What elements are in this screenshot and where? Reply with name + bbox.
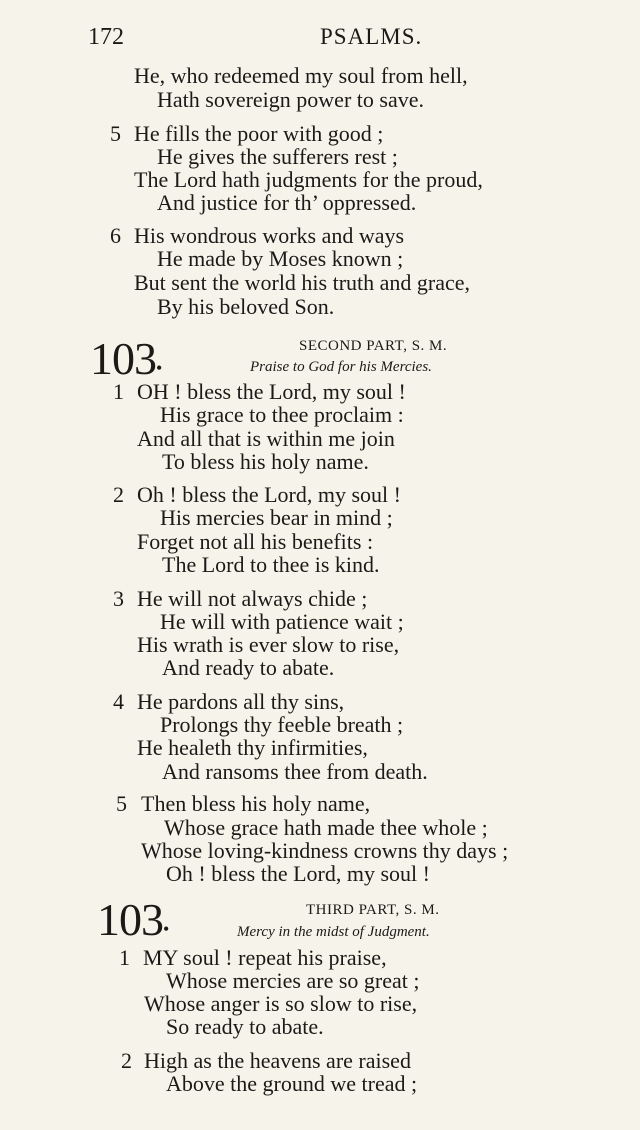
verse-line: Hath sovereign power to save. bbox=[157, 87, 424, 112]
verse-line: He made by Moses known ; bbox=[157, 246, 404, 271]
stanza-number: 1 bbox=[119, 945, 130, 970]
page-number: 172 bbox=[88, 24, 124, 50]
part-title: THIRD PART, S. M. bbox=[306, 902, 440, 918]
verse-line: The Lord to thee is kind. bbox=[162, 552, 380, 577]
verse-line: High as the heavens are raised bbox=[144, 1048, 411, 1073]
verse-line: To bless his holy name. bbox=[162, 449, 369, 474]
part-title: SECOND PART, S. M. bbox=[299, 338, 448, 354]
verse-line: By his beloved Son. bbox=[157, 294, 335, 319]
verse-line: He fills the poor with good ; bbox=[134, 121, 384, 146]
hymn-subtitle: Praise to God for his Mercies. bbox=[250, 359, 432, 375]
verse-line: Forget not all his benefits : bbox=[137, 529, 374, 554]
verse-line: He healeth thy infirmities, bbox=[137, 735, 368, 760]
verse-line: Whose loving-kindness crowns thy days ; bbox=[141, 838, 509, 863]
hymn-number: 103• bbox=[97, 894, 169, 945]
verse-line: Whose anger is so slow to rise, bbox=[144, 991, 418, 1016]
verse-line: He will with patience wait ; bbox=[160, 609, 404, 634]
verse-line: Above the ground we tread ; bbox=[166, 1071, 418, 1096]
verse-line: Then bless his holy name, bbox=[141, 791, 371, 816]
verse-line: But sent the world his truth and grace, bbox=[134, 270, 471, 295]
verse-line: OH ! bless the Lord, my soul ! bbox=[137, 379, 406, 404]
verse-line: He pardons all thy sins, bbox=[137, 689, 345, 714]
verse-line: And ready to abate. bbox=[162, 655, 335, 680]
hymn-subtitle: Mercy in the midst of Judgment. bbox=[237, 924, 430, 940]
stanza-number: 1 bbox=[113, 379, 124, 404]
stanza-number: 5 bbox=[110, 121, 121, 146]
hymn-number: 103• bbox=[90, 333, 162, 384]
running-head: PSALMS. bbox=[320, 24, 423, 49]
stanza-number: 3 bbox=[113, 586, 124, 611]
verse-line: He gives the sufferers rest ; bbox=[157, 144, 398, 169]
verse-line: His grace to thee proclaim : bbox=[160, 402, 404, 427]
page-header bbox=[0, 24, 640, 54]
verse-line: Oh ! bless the Lord, my soul ! bbox=[166, 861, 430, 886]
verse-line: Whose grace hath made thee whole ; bbox=[164, 815, 488, 840]
stanza-number: 6 bbox=[110, 223, 121, 248]
verse-line: He, who redeemed my soul from hell, bbox=[134, 63, 468, 88]
verse-line: He will not always chide ; bbox=[137, 586, 368, 611]
verse-line: The Lord hath judgments for the proud, bbox=[134, 167, 483, 192]
stanza-number: 2 bbox=[113, 482, 124, 507]
verse-line: And justice for th’ oppressed. bbox=[157, 190, 417, 215]
stanza-number: 2 bbox=[121, 1048, 132, 1073]
verse-line: His wondrous works and ways bbox=[134, 223, 405, 248]
stanza-number: 4 bbox=[113, 689, 124, 714]
verse-line: Oh ! bless the Lord, my soul ! bbox=[137, 482, 401, 507]
verse-line: Whose mercies are so great ; bbox=[166, 968, 420, 993]
verse-line: And ransoms thee from death. bbox=[162, 759, 428, 784]
verse-line: And all that is within me join bbox=[137, 426, 395, 451]
verse-line: Prolongs thy feeble breath ; bbox=[160, 712, 404, 737]
verse-line: So ready to abate. bbox=[166, 1014, 324, 1039]
verse-line: His wrath is ever slow to rise, bbox=[137, 632, 400, 657]
stanza-number: 5 bbox=[116, 791, 127, 816]
verse-line: His mercies bear in mind ; bbox=[160, 505, 393, 530]
verse-line: MY soul ! repeat his praise, bbox=[143, 945, 387, 970]
